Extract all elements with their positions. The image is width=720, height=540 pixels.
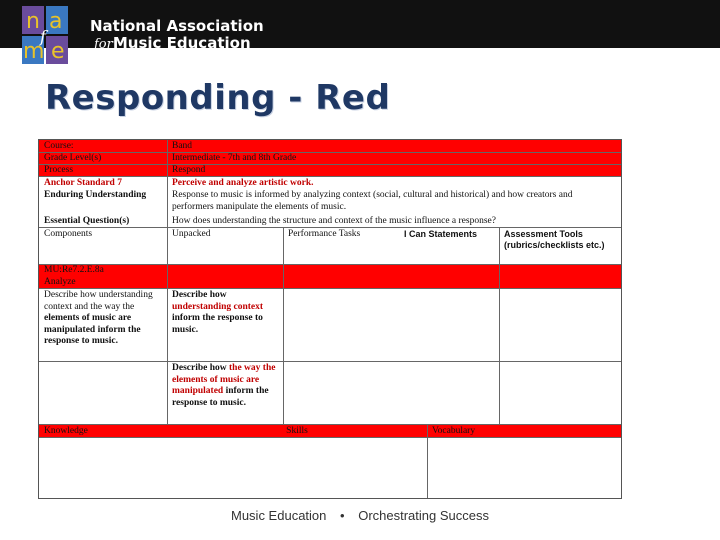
assessment-sub: (rubrics/checklists etc.) xyxy=(504,240,605,250)
svg-text:f: f xyxy=(40,27,46,46)
anchor-value: Perceive and analyze artistic work. xyxy=(172,178,314,188)
svg-text:m: m xyxy=(23,39,45,64)
assessment-header xyxy=(499,228,621,264)
org-line1: National Association xyxy=(90,17,264,35)
eq-value: How does understanding the structure and context of the music influence a response? xyxy=(172,216,496,226)
process-value: Respond xyxy=(172,165,206,175)
svg-text:e: e xyxy=(51,39,65,64)
performance-tasks-header: Performance Tasks xyxy=(288,229,361,239)
grade-value: Intermediate - 7th and 8th Grade xyxy=(172,153,297,163)
unpacked-header: Unpacked xyxy=(172,229,211,239)
i-can-header: I Can Statements xyxy=(404,229,478,239)
svg-text:a: a xyxy=(49,9,63,34)
grid-line xyxy=(39,176,621,177)
grid-line xyxy=(39,288,621,289)
eq-label: Essential Question(s) xyxy=(44,216,130,226)
process-label: Process xyxy=(44,165,74,175)
component-text xyxy=(39,289,167,359)
standard-cell xyxy=(39,264,167,288)
footer-right: Orchestrating Success xyxy=(358,508,489,523)
unpacked-2-a: Describe how xyxy=(172,363,227,373)
grid-line xyxy=(39,264,621,265)
unpacked-1-a: Describe how xyxy=(172,290,227,300)
org-for: for xyxy=(94,37,113,52)
unpacked-2-b: inform the response to music. xyxy=(172,386,269,408)
knowledge-header: Knowledge xyxy=(44,426,88,436)
curriculum-form xyxy=(38,139,622,499)
grade-label: Grade Level(s) xyxy=(44,153,102,163)
standard-code: MU:Re7.2.E.8a xyxy=(44,265,104,275)
course-value: Band xyxy=(172,141,193,151)
component-plain: Describe how understanding context and the way the xyxy=(44,290,153,312)
components-header: Components xyxy=(44,229,93,239)
grid-line xyxy=(39,227,621,228)
grid-line xyxy=(499,228,500,425)
skills-header: Skills xyxy=(286,426,308,436)
unpacked-1-red: understanding context xyxy=(172,301,264,312)
footer-left: Music Education xyxy=(231,508,327,523)
nafme-logo xyxy=(22,6,68,64)
grid-line xyxy=(39,424,621,425)
unpacked-1-b: inform the response to music. xyxy=(172,313,263,335)
unpacked-1 xyxy=(167,289,283,361)
footer-separator: • xyxy=(340,508,345,523)
grid-line xyxy=(39,437,621,438)
svg-text:n: n xyxy=(26,9,40,34)
standard-sub: Analyze xyxy=(44,276,76,287)
org-name xyxy=(90,18,264,53)
unpacked-2-red1: the way xyxy=(229,363,261,373)
grid-line xyxy=(167,228,168,425)
component-bold: elements of music are manipulated inform the response to music. xyxy=(44,313,141,346)
grid-line xyxy=(39,361,621,362)
unpacked-2 xyxy=(167,362,283,424)
grid-line xyxy=(39,164,621,165)
eu-value: Response to music is informed by analyzing context (social, cultural and historical) and how creators and performers manipulate the elements of music. xyxy=(172,190,573,212)
course-label: Course: xyxy=(44,141,74,151)
unpacked-2-red2: the elements of music are manipulated xyxy=(172,363,276,396)
anchor-label: Anchor Standard 7 xyxy=(44,178,122,188)
slide-title: Responding - Red xyxy=(45,78,391,118)
grid-line xyxy=(427,425,428,498)
footer xyxy=(0,508,720,523)
assessment-title: Assessment Tools xyxy=(504,229,583,239)
eu-label: Enduring Understanding xyxy=(44,190,147,200)
grid-line xyxy=(39,152,621,153)
grid-line xyxy=(167,140,168,228)
vocabulary-header: Vocabulary xyxy=(432,426,476,436)
org-line2: Music Education xyxy=(112,34,251,52)
grid-line xyxy=(283,228,284,425)
header-banner xyxy=(0,0,720,70)
